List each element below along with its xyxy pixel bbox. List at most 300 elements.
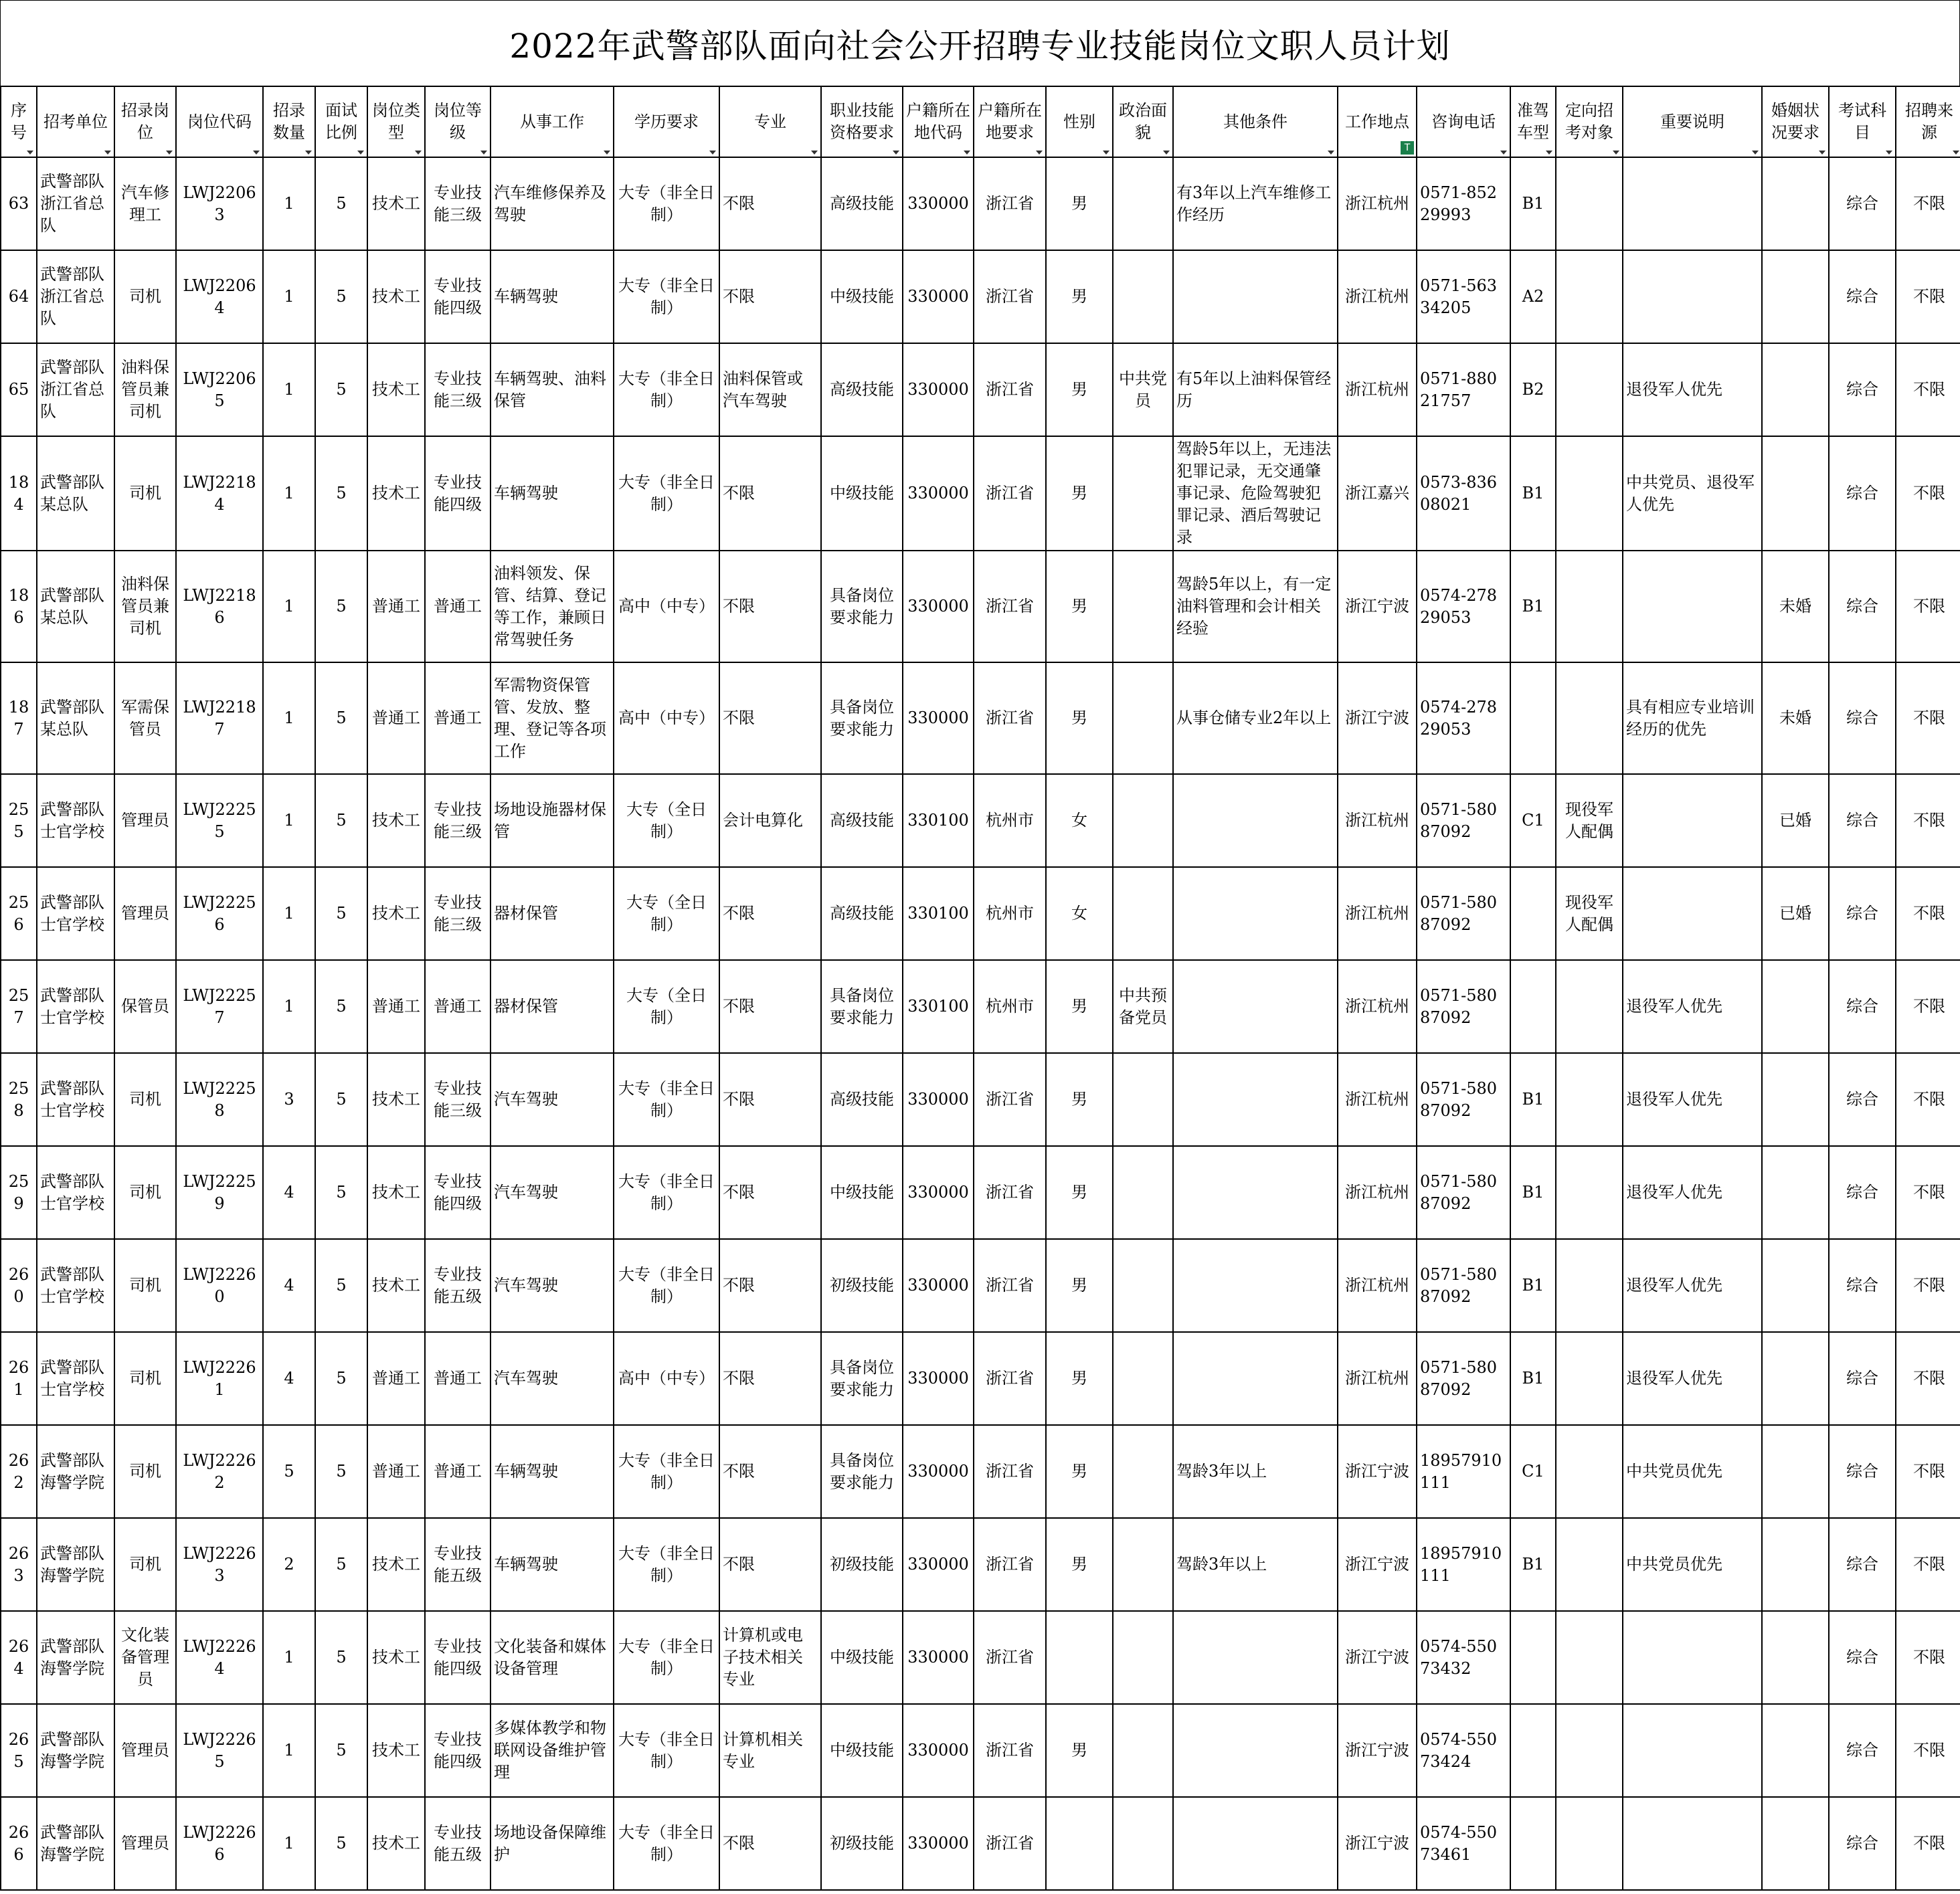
cell-marriage[interactable] (1762, 436, 1829, 551)
cell-ratio[interactable]: 5 (315, 250, 367, 343)
cell-code[interactable]: LWJ22064 (176, 250, 263, 343)
cell-work[interactable]: 汽车驾驶 (491, 1053, 614, 1146)
cell-unit[interactable]: 武警部队浙江省总队 (37, 250, 114, 343)
cell-other[interactable] (1173, 774, 1338, 867)
cell-major[interactable]: 计算机或电子技术相关专业 (719, 1611, 821, 1704)
cell-type[interactable]: 技术工 (367, 1518, 425, 1611)
filter-dropdown-icon[interactable] (166, 151, 173, 155)
cell-note[interactable]: 具有相应专业培训经历的优先 (1623, 662, 1762, 774)
cell-type[interactable]: 普通工 (367, 551, 425, 662)
cell-skill[interactable]: 高级技能 (821, 343, 903, 436)
column-header-unit[interactable] (37, 86, 114, 157)
cell-hkreq[interactable]: 浙江省 (974, 551, 1046, 662)
cell-place[interactable]: 浙江杭州 (1338, 1332, 1417, 1425)
cell-num[interactable]: 1 (263, 250, 315, 343)
cell-major[interactable]: 不限 (719, 157, 821, 250)
cell-place[interactable]: 浙江杭州 (1338, 343, 1417, 436)
cell-ratio[interactable]: 5 (315, 157, 367, 250)
cell-target[interactable] (1556, 1425, 1623, 1518)
cell-subject[interactable]: 综合 (1829, 774, 1896, 867)
cell-note[interactable]: 退役军人优先 (1623, 1332, 1762, 1425)
cell-unit[interactable]: 武警部队士官学校 (37, 1146, 114, 1239)
cell-target[interactable] (1556, 1332, 1623, 1425)
cell-edu[interactable]: 大专（非全日制） (614, 1146, 719, 1239)
cell-edu[interactable]: 大专（非全日制） (614, 250, 719, 343)
cell-edu[interactable]: 大专（非全日制） (614, 436, 719, 551)
cell-source[interactable]: 不限 (1896, 436, 1960, 551)
cell-subject[interactable]: 综合 (1829, 867, 1896, 960)
cell-place[interactable]: 浙江宁波 (1338, 1425, 1417, 1518)
cell-hkreq[interactable]: 浙江省 (974, 1518, 1046, 1611)
cell-source[interactable]: 不限 (1896, 1332, 1960, 1425)
cell-post[interactable]: 司机 (114, 1425, 176, 1518)
cell-politics[interactable]: 中共党员 (1113, 343, 1173, 436)
cell-source[interactable]: 不限 (1896, 1611, 1960, 1704)
cell-license[interactable]: B1 (1510, 436, 1556, 551)
cell-work[interactable]: 器材保管 (491, 867, 614, 960)
cell-note[interactable]: 退役军人优先 (1623, 960, 1762, 1053)
cell-marriage[interactable] (1762, 1146, 1829, 1239)
cell-major[interactable]: 计算机相关专业 (719, 1704, 821, 1797)
cell-type[interactable]: 技术工 (367, 157, 425, 250)
cell-unit[interactable]: 武警部队海警学院 (37, 1611, 114, 1704)
cell-code[interactable]: LWJ22187 (176, 662, 263, 774)
cell-post[interactable]: 司机 (114, 1053, 176, 1146)
cell-ratio[interactable]: 5 (315, 1332, 367, 1425)
cell-work[interactable]: 器材保管 (491, 960, 614, 1053)
cell-ratio[interactable]: 5 (315, 960, 367, 1053)
cell-place[interactable]: 浙江宁波 (1338, 1704, 1417, 1797)
cell-level[interactable]: 专业技能三级 (425, 343, 491, 436)
cell-politics[interactable] (1113, 1425, 1173, 1518)
cell-type[interactable]: 技术工 (367, 774, 425, 867)
cell-unit[interactable]: 武警部队海警学院 (37, 1797, 114, 1890)
cell-sex[interactable]: 男 (1046, 1425, 1113, 1518)
cell-marriage[interactable] (1762, 250, 1829, 343)
cell-level[interactable]: 专业技能五级 (425, 1797, 491, 1890)
column-header-num[interactable] (263, 86, 315, 157)
cell-skill[interactable]: 高级技能 (821, 157, 903, 250)
cell-ratio[interactable]: 5 (315, 1797, 367, 1890)
filter-dropdown-icon[interactable] (1500, 151, 1507, 155)
cell-license[interactable]: B1 (1510, 157, 1556, 250)
cell-type[interactable]: 技术工 (367, 343, 425, 436)
cell-work[interactable]: 油料领发、保管、结算、登记等工作，兼顾日常驾驶任务 (491, 551, 614, 662)
cell-unit[interactable]: 武警部队士官学校 (37, 960, 114, 1053)
cell-politics[interactable] (1113, 867, 1173, 960)
cell-license[interactable] (1510, 1797, 1556, 1890)
cell-major[interactable]: 不限 (719, 1239, 821, 1332)
column-header-note[interactable] (1623, 86, 1762, 157)
cell-edu[interactable]: 高中（中专） (614, 1332, 719, 1425)
cell-politics[interactable] (1113, 436, 1173, 551)
cell-level[interactable]: 普通工 (425, 960, 491, 1053)
column-header-skill[interactable] (821, 86, 903, 157)
cell-source[interactable]: 不限 (1896, 157, 1960, 250)
cell-place[interactable]: 浙江宁波 (1338, 662, 1417, 774)
cell-skill[interactable]: 初级技能 (821, 1239, 903, 1332)
cell-seq[interactable]: 259 (1, 1146, 37, 1239)
cell-level[interactable]: 专业技能三级 (425, 157, 491, 250)
cell-phone[interactable]: 0571-88021757 (1417, 343, 1510, 436)
cell-place[interactable]: 浙江宁波 (1338, 1797, 1417, 1890)
cell-hkcode[interactable]: 330000 (903, 436, 974, 551)
cell-edu[interactable]: 大专（非全日制） (614, 1239, 719, 1332)
cell-hkcode[interactable]: 330100 (903, 774, 974, 867)
cell-work[interactable]: 汽车驾驶 (491, 1146, 614, 1239)
cell-major[interactable]: 不限 (719, 250, 821, 343)
cell-major[interactable]: 不限 (719, 867, 821, 960)
filter-dropdown-icon[interactable] (1103, 151, 1109, 155)
cell-hkcode[interactable]: 330000 (903, 1611, 974, 1704)
cell-license[interactable] (1510, 662, 1556, 774)
cell-note[interactable]: 中共党员优先 (1623, 1518, 1762, 1611)
cell-other[interactable]: 驾龄3年以上 (1173, 1425, 1338, 1518)
cell-sex[interactable]: 男 (1046, 1239, 1113, 1332)
cell-hkreq[interactable]: 浙江省 (974, 1425, 1046, 1518)
cell-sex[interactable]: 男 (1046, 1146, 1113, 1239)
cell-hkcode[interactable]: 330100 (903, 867, 974, 960)
cell-post[interactable]: 司机 (114, 250, 176, 343)
cell-target[interactable] (1556, 551, 1623, 662)
cell-code[interactable]: LWJ22263 (176, 1518, 263, 1611)
cell-edu[interactable]: 大专（非全日制） (614, 1611, 719, 1704)
filter-dropdown-icon[interactable] (1613, 151, 1619, 155)
cell-unit[interactable]: 武警部队浙江省总队 (37, 157, 114, 250)
cell-level[interactable]: 专业技能四级 (425, 250, 491, 343)
cell-major[interactable]: 不限 (719, 1053, 821, 1146)
cell-work[interactable]: 多媒体教学和物联网设备维护管理 (491, 1704, 614, 1797)
cell-level[interactable]: 普通工 (425, 1425, 491, 1518)
column-header-sex[interactable] (1046, 86, 1113, 157)
cell-code[interactable]: LWJ22257 (176, 960, 263, 1053)
cell-phone[interactable]: 0574-55073424 (1417, 1704, 1510, 1797)
cell-hkcode[interactable]: 330000 (903, 1146, 974, 1239)
cell-hkcode[interactable]: 330000 (903, 551, 974, 662)
cell-code[interactable]: LWJ22184 (176, 436, 263, 551)
cell-post[interactable]: 管理员 (114, 1797, 176, 1890)
cell-target[interactable] (1556, 1239, 1623, 1332)
cell-major[interactable]: 不限 (719, 1518, 821, 1611)
cell-phone[interactable]: 0574-27829053 (1417, 551, 1510, 662)
cell-level[interactable]: 普通工 (425, 1332, 491, 1425)
cell-level[interactable]: 普通工 (425, 662, 491, 774)
cell-ratio[interactable]: 5 (315, 774, 367, 867)
cell-target[interactable] (1556, 960, 1623, 1053)
cell-seq[interactable]: 258 (1, 1053, 37, 1146)
cell-subject[interactable]: 综合 (1829, 1611, 1896, 1704)
cell-place[interactable]: 浙江杭州 (1338, 250, 1417, 343)
cell-hkreq[interactable]: 浙江省 (974, 250, 1046, 343)
cell-place[interactable]: 浙江杭州 (1338, 774, 1417, 867)
cell-skill[interactable]: 中级技能 (821, 1704, 903, 1797)
cell-other[interactable]: 有5年以上油料保管经历 (1173, 343, 1338, 436)
cell-post[interactable]: 司机 (114, 436, 176, 551)
cell-work[interactable]: 场地设施器材保管 (491, 774, 614, 867)
cell-unit[interactable]: 武警部队某总队 (37, 551, 114, 662)
cell-place[interactable]: 浙江杭州 (1338, 960, 1417, 1053)
cell-politics[interactable] (1113, 1146, 1173, 1239)
cell-level[interactable]: 专业技能四级 (425, 1704, 491, 1797)
cell-level[interactable]: 专业技能四级 (425, 436, 491, 551)
cell-hkreq[interactable]: 浙江省 (974, 1146, 1046, 1239)
cell-edu[interactable]: 大专（非全日制） (614, 157, 719, 250)
cell-source[interactable]: 不限 (1896, 960, 1960, 1053)
cell-target[interactable] (1556, 1704, 1623, 1797)
cell-skill[interactable]: 初级技能 (821, 1797, 903, 1890)
cell-hkcode[interactable]: 330000 (903, 1704, 974, 1797)
cell-license[interactable]: C1 (1510, 774, 1556, 867)
cell-unit[interactable]: 武警部队某总队 (37, 436, 114, 551)
cell-other[interactable] (1173, 1053, 1338, 1146)
cell-license[interactable]: A2 (1510, 250, 1556, 343)
cell-other[interactable] (1173, 1239, 1338, 1332)
cell-type[interactable]: 技术工 (367, 867, 425, 960)
cell-subject[interactable]: 综合 (1829, 1797, 1896, 1890)
cell-edu[interactable]: 高中（中专） (614, 662, 719, 774)
cell-subject[interactable]: 综合 (1829, 1332, 1896, 1425)
cell-license[interactable] (1510, 1704, 1556, 1797)
cell-skill[interactable]: 具备岗位要求能力 (821, 1332, 903, 1425)
cell-phone[interactable]: 0571-85229993 (1417, 157, 1510, 250)
cell-edu[interactable]: 大专（非全日制） (614, 1797, 719, 1890)
cell-other[interactable] (1173, 1704, 1338, 1797)
cell-hkcode[interactable]: 330000 (903, 1425, 974, 1518)
cell-seq[interactable]: 264 (1, 1611, 37, 1704)
cell-source[interactable]: 不限 (1896, 1797, 1960, 1890)
cell-target[interactable] (1556, 1797, 1623, 1890)
cell-edu[interactable]: 高中（中专） (614, 551, 719, 662)
cell-other[interactable]: 驾龄5年以上，有一定油料管理和会计相关经验 (1173, 551, 1338, 662)
cell-marriage[interactable] (1762, 1704, 1829, 1797)
cell-marriage[interactable] (1762, 1239, 1829, 1332)
cell-source[interactable]: 不限 (1896, 343, 1960, 436)
cell-subject[interactable]: 综合 (1829, 343, 1896, 436)
filter-dropdown-icon[interactable] (1546, 151, 1552, 155)
cell-note[interactable] (1623, 774, 1762, 867)
cell-hkreq[interactable]: 杭州市 (974, 774, 1046, 867)
cell-ratio[interactable]: 5 (315, 1146, 367, 1239)
cell-work[interactable]: 车辆驾驶 (491, 250, 614, 343)
cell-major[interactable]: 不限 (719, 662, 821, 774)
cell-target[interactable] (1556, 1146, 1623, 1239)
cell-num[interactable]: 1 (263, 157, 315, 250)
cell-code[interactable]: LWJ22260 (176, 1239, 263, 1332)
cell-marriage[interactable] (1762, 1053, 1829, 1146)
cell-politics[interactable] (1113, 250, 1173, 343)
cell-phone[interactable]: 0574-55073461 (1417, 1797, 1510, 1890)
cell-seq[interactable]: 261 (1, 1332, 37, 1425)
cell-major[interactable]: 不限 (719, 1425, 821, 1518)
column-header-code[interactable] (176, 86, 263, 157)
cell-hkreq[interactable]: 杭州市 (974, 960, 1046, 1053)
cell-note[interactable]: 中共党员、退役军人优先 (1623, 436, 1762, 551)
cell-license[interactable]: B1 (1510, 1239, 1556, 1332)
cell-phone[interactable]: 0571-58087092 (1417, 960, 1510, 1053)
cell-sex[interactable]: 男 (1046, 1053, 1113, 1146)
cell-code[interactable]: LWJ22255 (176, 774, 263, 867)
cell-license[interactable]: B1 (1510, 551, 1556, 662)
cell-sex[interactable]: 男 (1046, 551, 1113, 662)
cell-hkreq[interactable]: 浙江省 (974, 157, 1046, 250)
cell-type[interactable]: 普通工 (367, 1425, 425, 1518)
filter-dropdown-icon[interactable] (964, 151, 970, 155)
column-header-work[interactable] (491, 86, 614, 157)
filter-dropdown-icon[interactable] (709, 151, 716, 155)
cell-level[interactable]: 专业技能五级 (425, 1239, 491, 1332)
cell-post[interactable]: 司机 (114, 1239, 176, 1332)
column-header-phone[interactable] (1417, 86, 1510, 157)
cell-hkcode[interactable]: 330000 (903, 1332, 974, 1425)
cell-sex[interactable]: 男 (1046, 1518, 1113, 1611)
cell-num[interactable]: 4 (263, 1332, 315, 1425)
cell-ratio[interactable]: 5 (315, 1518, 367, 1611)
cell-phone[interactable]: 0571-58087092 (1417, 774, 1510, 867)
cell-license[interactable]: B1 (1510, 1332, 1556, 1425)
cell-unit[interactable]: 武警部队某总队 (37, 662, 114, 774)
cell-politics[interactable] (1113, 1239, 1173, 1332)
filter-active-icon[interactable]: T (1401, 141, 1414, 155)
cell-hkreq[interactable]: 浙江省 (974, 1239, 1046, 1332)
cell-skill[interactable]: 具备岗位要求能力 (821, 662, 903, 774)
cell-source[interactable]: 不限 (1896, 1704, 1960, 1797)
cell-source[interactable]: 不限 (1896, 662, 1960, 774)
cell-sex[interactable] (1046, 1797, 1113, 1890)
filter-dropdown-icon[interactable] (27, 151, 33, 155)
cell-code[interactable]: LWJ22262 (176, 1425, 263, 1518)
cell-post[interactable]: 汽车修理工 (114, 157, 176, 250)
cell-note[interactable] (1623, 250, 1762, 343)
column-header-edu[interactable] (614, 86, 719, 157)
cell-edu[interactable]: 大专（非全日制） (614, 1425, 719, 1518)
cell-ratio[interactable]: 5 (315, 1704, 367, 1797)
cell-other[interactable] (1173, 1332, 1338, 1425)
cell-level[interactable]: 专业技能四级 (425, 1611, 491, 1704)
cell-note[interactable]: 退役军人优先 (1623, 1053, 1762, 1146)
cell-major[interactable]: 会计电算化 (719, 774, 821, 867)
cell-seq[interactable]: 65 (1, 343, 37, 436)
cell-phone[interactable]: 0571-58087092 (1417, 1332, 1510, 1425)
cell-level[interactable]: 普通工 (425, 551, 491, 662)
cell-subject[interactable]: 综合 (1829, 157, 1896, 250)
cell-marriage[interactable] (1762, 960, 1829, 1053)
cell-edu[interactable]: 大专（全日制） (614, 960, 719, 1053)
cell-hkreq[interactable]: 浙江省 (974, 1704, 1046, 1797)
cell-marriage[interactable]: 已婚 (1762, 867, 1829, 960)
cell-type[interactable]: 普通工 (367, 960, 425, 1053)
cell-note[interactable] (1623, 157, 1762, 250)
cell-ratio[interactable]: 5 (315, 662, 367, 774)
cell-target[interactable] (1556, 250, 1623, 343)
cell-other[interactable]: 从事仓储专业2年以上 (1173, 662, 1338, 774)
cell-unit[interactable]: 武警部队士官学校 (37, 867, 114, 960)
cell-post[interactable]: 管理员 (114, 774, 176, 867)
cell-phone[interactable]: 0571-58087092 (1417, 1239, 1510, 1332)
column-header-seq[interactable] (1, 86, 37, 157)
column-header-hkcode[interactable] (903, 86, 974, 157)
cell-seq[interactable]: 256 (1, 867, 37, 960)
cell-note[interactable] (1623, 1704, 1762, 1797)
cell-num[interactable]: 1 (263, 1797, 315, 1890)
cell-level[interactable]: 专业技能三级 (425, 867, 491, 960)
cell-place[interactable]: 浙江宁波 (1338, 551, 1417, 662)
column-header-place[interactable] (1338, 86, 1417, 157)
cell-other[interactable] (1173, 867, 1338, 960)
cell-sex[interactable]: 男 (1046, 157, 1113, 250)
cell-code[interactable]: LWJ22264 (176, 1611, 263, 1704)
cell-code[interactable]: LWJ22261 (176, 1332, 263, 1425)
cell-num[interactable]: 1 (263, 1611, 315, 1704)
cell-marriage[interactable] (1762, 343, 1829, 436)
cell-subject[interactable]: 综合 (1829, 250, 1896, 343)
cell-ratio[interactable]: 5 (315, 1053, 367, 1146)
cell-subject[interactable]: 综合 (1829, 1518, 1896, 1611)
cell-skill[interactable]: 中级技能 (821, 1611, 903, 1704)
cell-phone[interactable]: 18957910111 (1417, 1425, 1510, 1518)
cell-type[interactable]: 技术工 (367, 1146, 425, 1239)
filter-dropdown-icon[interactable] (1819, 151, 1825, 155)
cell-work[interactable]: 汽车驾驶 (491, 1239, 614, 1332)
cell-source[interactable]: 不限 (1896, 551, 1960, 662)
cell-marriage[interactable]: 未婚 (1762, 551, 1829, 662)
cell-unit[interactable]: 武警部队士官学校 (37, 1332, 114, 1425)
filter-dropdown-icon[interactable] (305, 151, 312, 155)
cell-license[interactable]: B1 (1510, 1146, 1556, 1239)
cell-seq[interactable]: 263 (1, 1518, 37, 1611)
cell-num[interactable]: 1 (263, 436, 315, 551)
cell-note[interactable] (1623, 867, 1762, 960)
filter-dropdown-icon[interactable] (1163, 151, 1170, 155)
cell-code[interactable]: LWJ22265 (176, 1704, 263, 1797)
cell-subject[interactable]: 综合 (1829, 1053, 1896, 1146)
cell-hkcode[interactable]: 330100 (903, 960, 974, 1053)
cell-note[interactable]: 中共党员优先 (1623, 1425, 1762, 1518)
cell-hkreq[interactable]: 浙江省 (974, 343, 1046, 436)
column-header-post[interactable] (114, 86, 176, 157)
cell-work[interactable]: 车辆驾驶 (491, 436, 614, 551)
filter-dropdown-icon[interactable] (1953, 151, 1959, 155)
cell-seq[interactable]: 266 (1, 1797, 37, 1890)
cell-other[interactable] (1173, 1146, 1338, 1239)
cell-post[interactable]: 军需保管员 (114, 662, 176, 774)
cell-num[interactable]: 5 (263, 1425, 315, 1518)
cell-seq[interactable]: 184 (1, 436, 37, 551)
cell-post[interactable]: 管理员 (114, 1704, 176, 1797)
cell-subject[interactable]: 综合 (1829, 551, 1896, 662)
cell-skill[interactable]: 中级技能 (821, 1146, 903, 1239)
cell-code[interactable]: LWJ22063 (176, 157, 263, 250)
cell-post[interactable]: 油料保管员兼司机 (114, 551, 176, 662)
cell-source[interactable]: 不限 (1896, 867, 1960, 960)
cell-code[interactable]: LWJ22256 (176, 867, 263, 960)
column-header-hkreq[interactable] (974, 86, 1046, 157)
cell-num[interactable]: 3 (263, 1053, 315, 1146)
cell-work[interactable]: 车辆驾驶、油料保管 (491, 343, 614, 436)
cell-skill[interactable]: 中级技能 (821, 250, 903, 343)
cell-type[interactable]: 技术工 (367, 1611, 425, 1704)
cell-politics[interactable] (1113, 1053, 1173, 1146)
cell-unit[interactable]: 武警部队士官学校 (37, 1239, 114, 1332)
cell-marriage[interactable] (1762, 1518, 1829, 1611)
cell-skill[interactable]: 中级技能 (821, 436, 903, 551)
column-header-subject[interactable] (1829, 86, 1896, 157)
cell-type[interactable]: 技术工 (367, 436, 425, 551)
cell-note[interactable]: 退役军人优先 (1623, 1146, 1762, 1239)
cell-license[interactable] (1510, 1611, 1556, 1704)
cell-hkcode[interactable]: 330000 (903, 1518, 974, 1611)
cell-marriage[interactable]: 已婚 (1762, 774, 1829, 867)
cell-hkcode[interactable]: 330000 (903, 1053, 974, 1146)
